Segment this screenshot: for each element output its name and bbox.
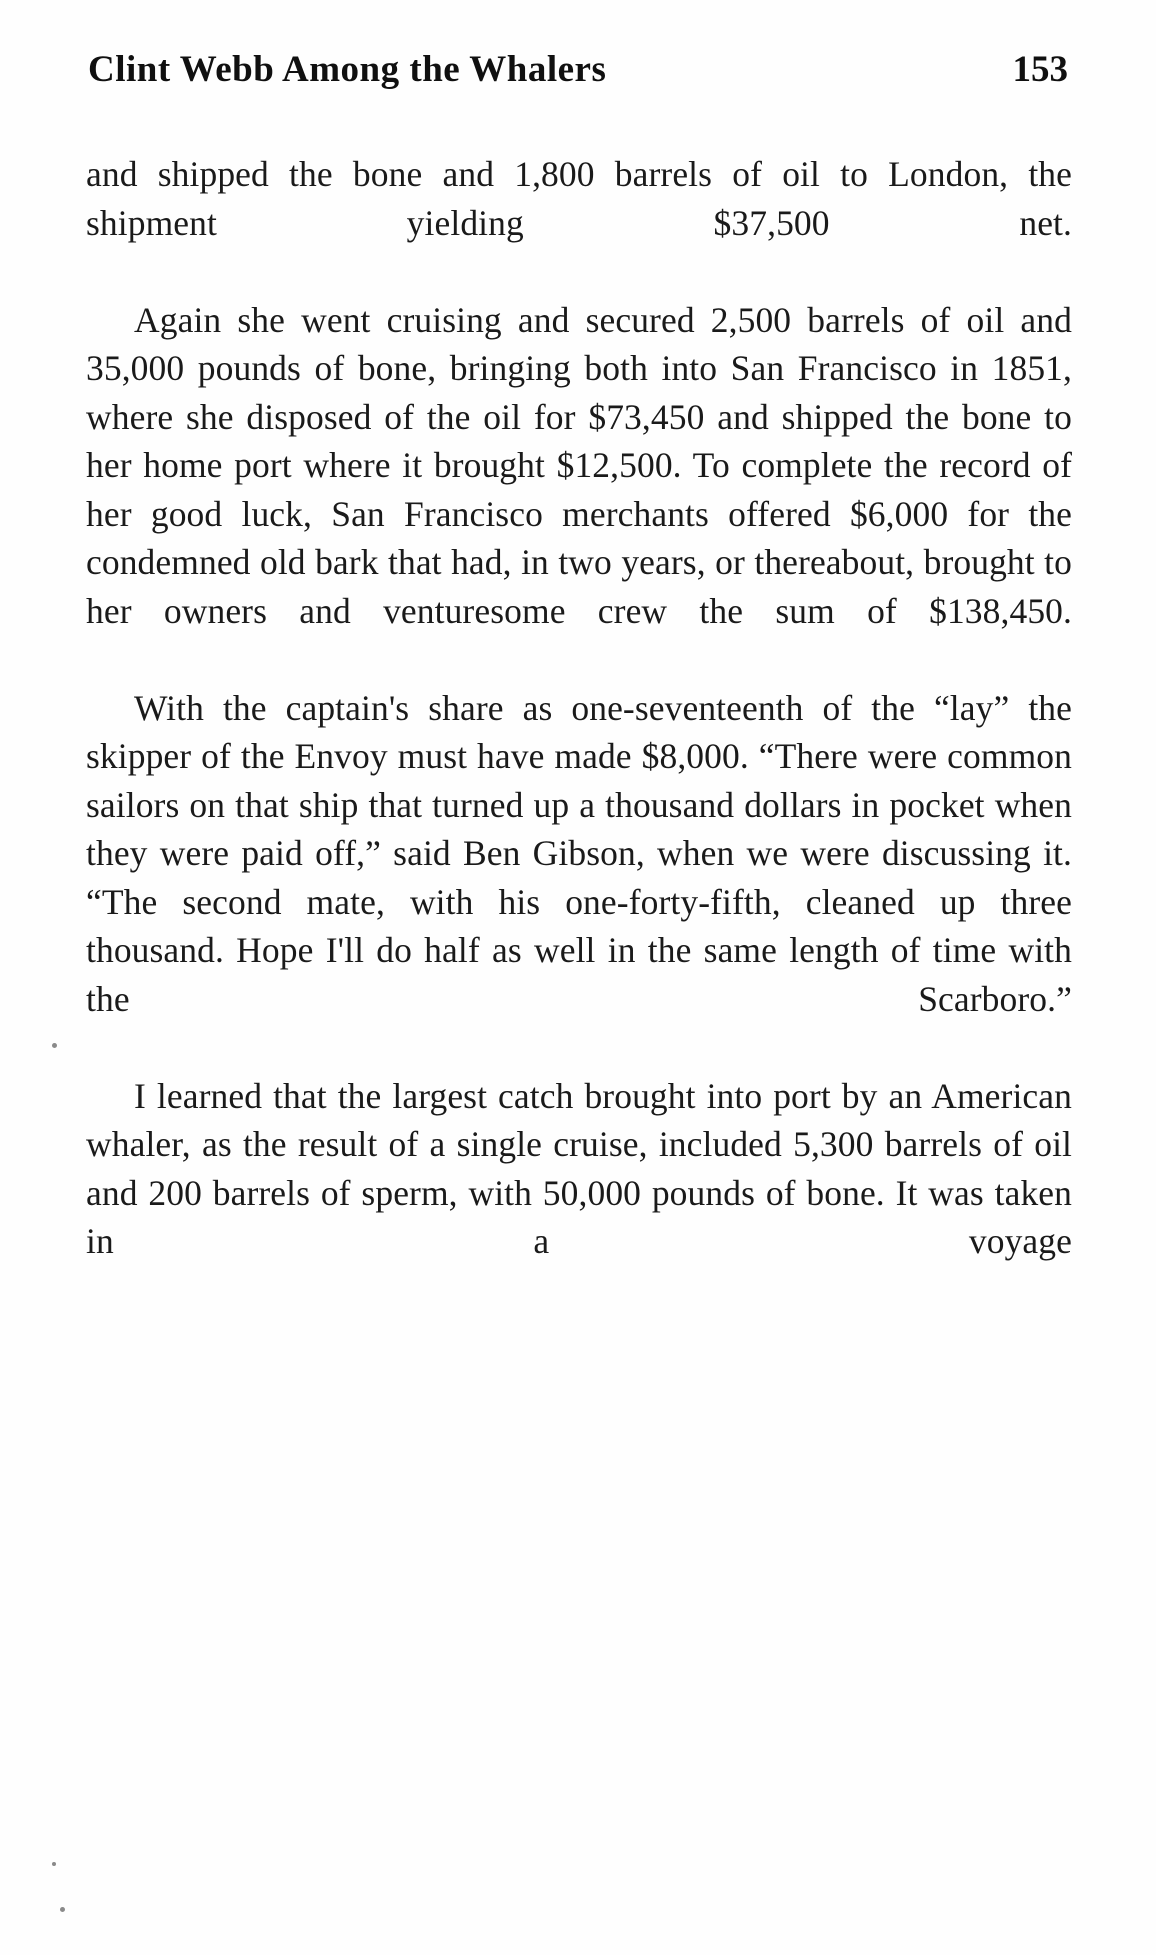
body-text-column <box>86 150 1072 1314</box>
paragraph-continued: and shipped the bone and 1,800 barrels of oil to London, the shipment yielding $37,500 net. <box>86 154 1072 243</box>
page-number: 153 <box>1012 49 1068 90</box>
paragraph-again-she-went-cruising: Again she went cruising and secured 2,500 barrels of oil and 35,000 pounds of bone, bringing both into San Francisco in 1851, where she disposed of the oil for $73,450 and shipped the bone to her home port where it brought $12,500. To complete the record of her good luck, San Francisco merchants offered $6,000 for the condemned old bark that had, in two years, or thereabout, brought to her owners and venturesome crew the sum of $138,450. <box>86 299 1072 631</box>
paper-speck <box>52 1862 56 1866</box>
paper-speck <box>52 1043 57 1048</box>
page-title: Clint Webb Among the Whalers <box>88 49 607 90</box>
paragraph-captains-share: With the captain's share as one-seventeenth of the “lay” the skipper of the Envoy must have made $8,000. “There were common sailors on that ship that turned up a thousand dollars in pocket when they were paid off,” said Ben Gibson, when we were discussing it. “The second mate, with his one-forty-fifth, cleaned up three thousand. Hope I'll do half as well in the same length of time with the Scarboro.” <box>86 687 1072 1019</box>
running-head <box>88 48 1068 91</box>
paper-speck <box>60 1907 65 1912</box>
paragraph-largest-catch: I learned that the largest catch brought into port by an American whaler, as the result of a single cruise, included 5,300 barrels of oil and 200 barrels of sperm, with 50,000 pounds of bone. It was taken in a voyage <box>86 1075 1072 1261</box>
